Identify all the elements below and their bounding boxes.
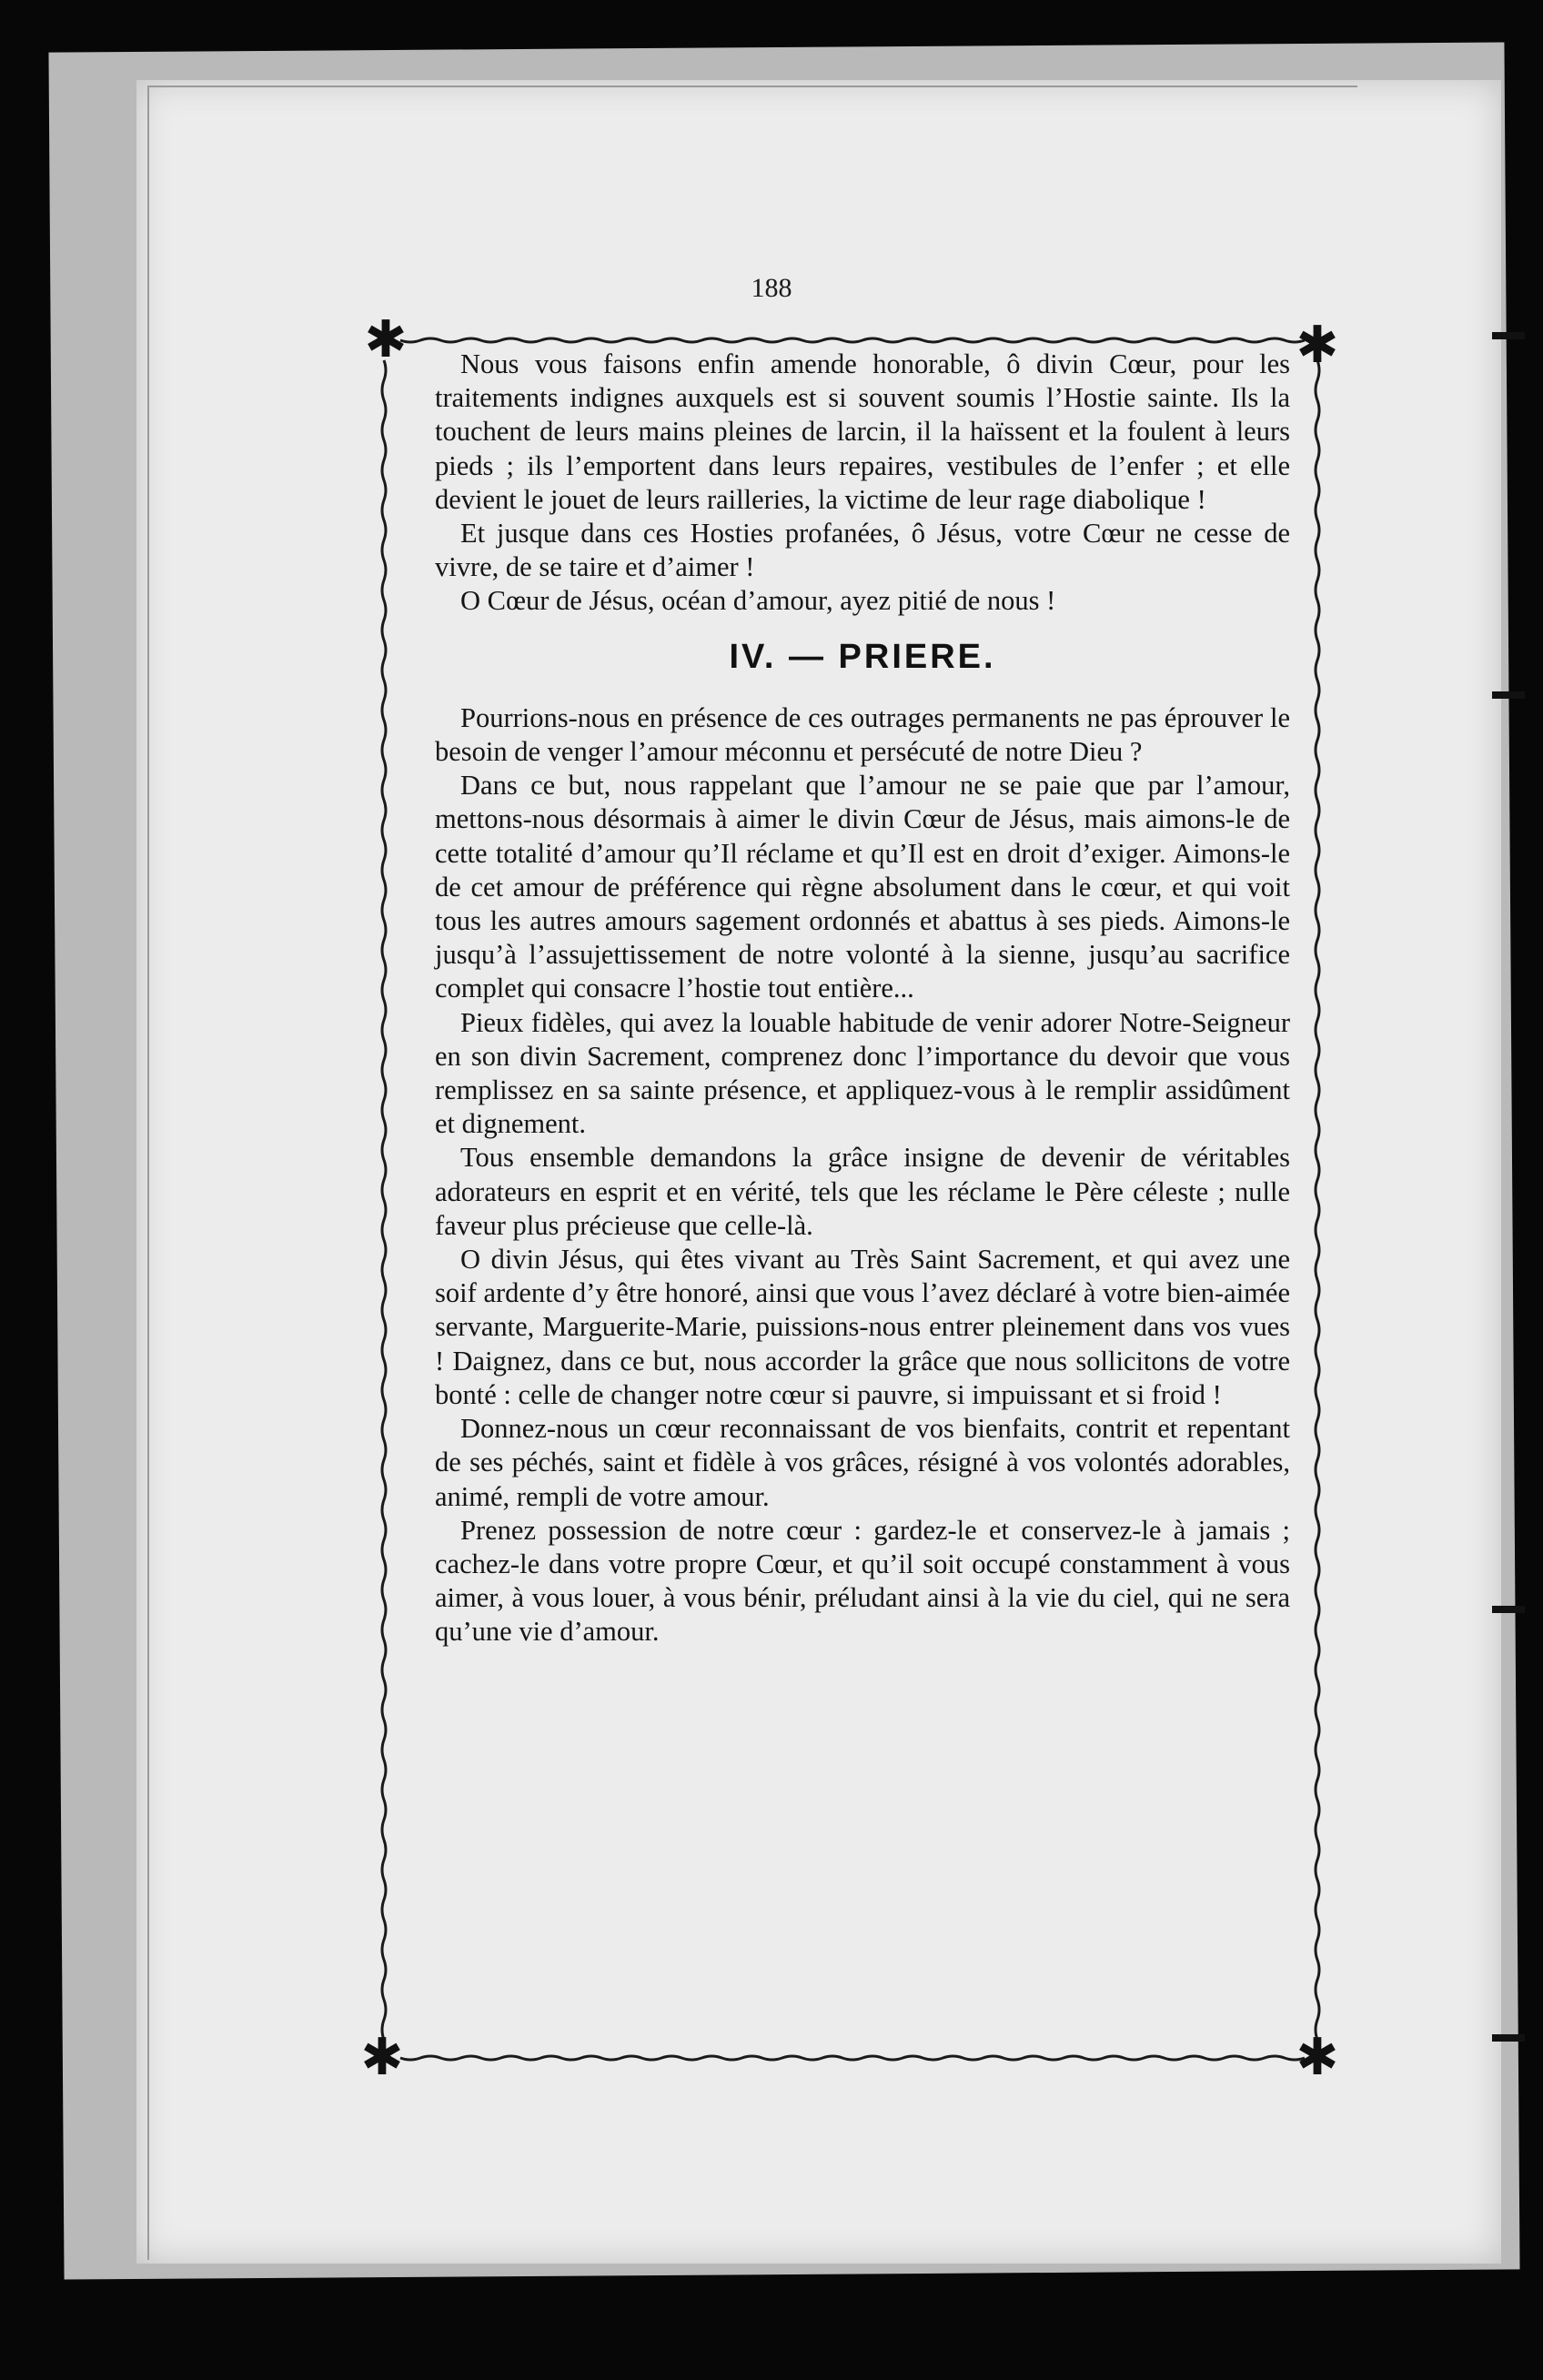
paragraph: O divin Jésus, qui êtes vivant au Très Saint Sacrement, et qui avez une soif ardente d’y être honoré, ainsi que vous l’avez déclaré à votre bien-aimée servante, Marguerite-Marie, puissions-nous entrer pleinement dans vos vues ! Daignez, dans ce but, nous accorder la grâce que nous sollicitons de votre bonté : celle de changer notre cœur si pauvre, si impuissant et si froid !: [435, 1244, 1290, 1410]
border-right-wave: [1316, 360, 1319, 2040]
paragraph: Pieux fidèles, qui avez la louable habitude de venir adorer Notre-Seigneur en son divin Sacrement, comprenez donc l’importance du devoir que vous remplissez en sa sainte présence, et appliquez-vous à le remplir assidûment et dignement.: [435, 1006, 1290, 1140]
ornamental-text-frame: [360, 312, 1339, 2086]
binding-thread-mark: [1492, 1606, 1525, 1613]
corner-asterisk-ornament: ✱: [1296, 2030, 1339, 2086]
binding-thread-mark: [1492, 691, 1525, 699]
border-top-wave: [400, 338, 1305, 342]
page-top-line: [147, 86, 1357, 87]
paragraph: Prenez possession de notre cœur : gardez-le et conservez-le à jamais ; cachez-le dans votre propre Cœur, et qu’il soit occupé constamment à vous aimer, à vous louer, à vous bénir, préludant ainsi à la vie du ciel, qui ne sera qu’une vie d’amour.: [435, 1514, 1290, 1648]
paragraph: Et jusque dans ces Hosties profanées, ô Jésus, votre Cœur ne cesse de vivre, de se taire et d’aimer !: [435, 518, 1290, 583]
page-fold-line: [147, 86, 149, 2260]
corner-asterisk-ornament: ✱: [364, 312, 408, 368]
binding-thread-mark: [1492, 332, 1525, 339]
paragraph: Tous ensemble demandons la grâce insigne de devenir de véritables adorateurs en esprit et en vérité, tels que les réclame le Père céleste ; nulle faveur plus précieuse que celle-là.: [435, 1142, 1290, 1241]
border-left-wave: [382, 360, 386, 2040]
paragraph: O Cœur de Jésus, océan d’amour, ayez pitié de nous !: [460, 585, 1056, 617]
corner-asterisk-ornament: ✱: [1296, 318, 1339, 374]
section-heading: IV. — PRIERE.: [729, 637, 996, 676]
paragraph: Dans ce but, nous rappelant que l’amour ne se paie que par l’amour, mettons-nous désormais à aimer le divin Cœur de Jésus, mais aimons-le de cette totalité d’amour qu’Il réclame et qu’Il est en droit d’exiger. Aimons-le de cet amour de préférence qui règne absolument dans le cœur, et qui voit tous les autres amours sagement ordonnés et abattus à ses pieds. Aimons-le jusqu’à l’assujettissement de notre volonté à la sienne, jusqu’au sacrifice complet qui consacre l’hostie tout entière...: [435, 770, 1290, 1004]
page-number: 188: [751, 273, 792, 303]
corner-asterisk-ornament: ✱: [360, 2030, 404, 2086]
paragraph: Pourrions-nous en présence de ces outrages permanents ne pas éprouver le besoin de venger l’amour méconnu et persécuté de notre Dieu ?: [435, 701, 1290, 768]
border-bottom-wave: [400, 2056, 1305, 2060]
binding-thread-mark: [1492, 2034, 1525, 2042]
page-body-text: [435, 348, 1290, 1649]
paragraph: Donnez-nous un cœur reconnaissant de vos bienfaits, contrit et repentant de ses péchés, saint et fidèle à vos grâces, résigné à vos volontés adorables, animé, rempli de votre amour.: [435, 1413, 1290, 1512]
paragraph: Nous vous faisons enfin amende honorable, ô divin Cœur, pour les traitements indignes auxquels est si souvent soumis l’Hostie sainte. Ils la touchent de leurs mains pleines de larcin, il la haïssent et la foulent à leurs pieds ; ils l’emportent dans leurs repaires, vestibules de l’enfer ; et elle devient le jouet de leurs railleries, la victime de leur rage diabolique !: [435, 348, 1290, 515]
